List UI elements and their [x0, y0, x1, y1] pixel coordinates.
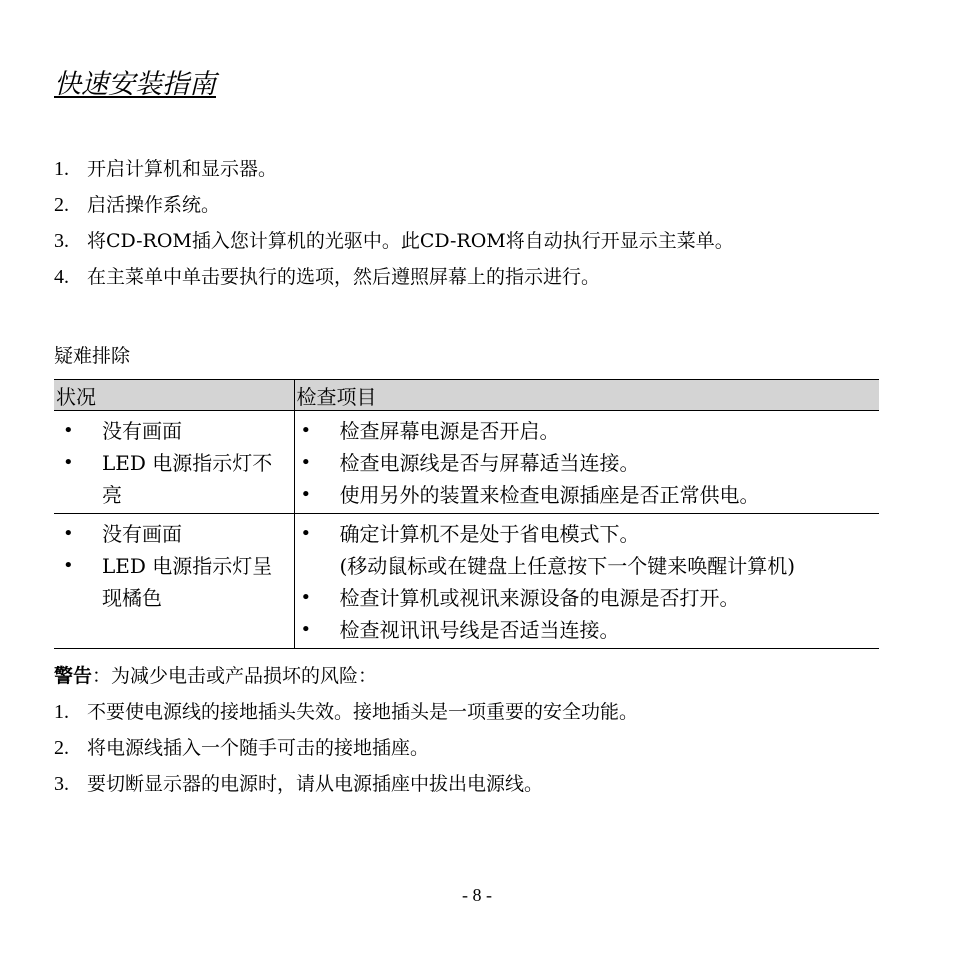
- warning-number: 3.: [54, 773, 69, 795]
- status-cell: [54, 514, 294, 649]
- check-item: • 确定计算机不是处于省电模式下。: [295, 518, 880, 550]
- status-item: • LED 电源指示灯不: [54, 447, 294, 479]
- warning-list: [54, 696, 914, 804]
- check-cell: [294, 514, 879, 649]
- list-item: [54, 225, 914, 261]
- status-item: • 没有画面: [54, 518, 294, 550]
- check-item: • 使用另外的装置来检查电源插座是否正常供电。: [295, 479, 880, 511]
- status-item-continuation: 亮: [102, 483, 122, 507]
- step-number: 1.: [54, 158, 69, 180]
- status-item-continuation: 现橘色: [102, 586, 162, 610]
- list-item: [54, 696, 914, 732]
- page-number: - 8 -: [462, 885, 492, 905]
- install-steps: [54, 153, 914, 297]
- step-text: 启活操作系统。: [87, 194, 221, 216]
- check-cell: [294, 411, 879, 514]
- step-number: 4.: [54, 266, 69, 288]
- warning-item-text: 将电源线插入一个随手可击的接地插座。: [87, 737, 430, 759]
- list-item: [54, 768, 914, 804]
- list-item: [54, 261, 914, 297]
- warning-item-text: 要切断显示器的电源时，请从电源插座中拔出电源线。: [87, 773, 544, 795]
- check-item: • 检查视讯讯号线是否适当连接。: [295, 614, 880, 646]
- step-text: 在主菜单中单击要执行的选项，然后遵照屏幕上的指示进行。: [87, 266, 601, 288]
- warning-label: 警告: [54, 665, 93, 687]
- list-item: [54, 153, 914, 189]
- step-text: 将CD-ROM插入您计算机的光驱中。此CD-ROM将自动执行开显示主菜单。: [87, 230, 734, 252]
- step-number: 2.: [54, 194, 69, 216]
- troubleshooting-table: [54, 379, 879, 649]
- step-number: 3.: [54, 230, 69, 252]
- table-row: [54, 514, 879, 649]
- check-item: • 检查电源线是否与屏幕适当连接。: [295, 447, 880, 479]
- table-header-row: [54, 380, 879, 411]
- warning-line: [54, 660, 377, 692]
- page-title: 快速安装指南: [54, 69, 216, 100]
- status-cell: [54, 411, 294, 514]
- list-item: [54, 732, 914, 768]
- check-item-note: (移动鼠标或在键盘上任意按下一个键来唤醒计算机): [339, 554, 796, 578]
- status-item: • LED 电源指示灯呈: [54, 550, 294, 582]
- warning-number: 1.: [54, 701, 69, 723]
- warning-number: 2.: [54, 737, 69, 759]
- warning-text: ：为减少电击或产品损坏的风险：: [92, 665, 378, 687]
- step-text: 开启计算机和显示器。: [87, 158, 278, 180]
- status-column-header: 状况: [54, 380, 294, 411]
- check-item: • 检查计算机或视讯来源设备的电源是否打开。: [295, 582, 880, 614]
- status-item: • 没有画面: [54, 415, 294, 447]
- check-item: • 检查屏幕电源是否开启。: [295, 415, 880, 447]
- warning-item-text: 不要使电源线的接地插头失效。接地插头是一项重要的安全功能。: [87, 701, 639, 723]
- table-row: [54, 411, 879, 514]
- list-item: [54, 189, 914, 225]
- troubleshooting-heading: 疑难排除: [54, 345, 131, 367]
- check-column-header: 检查项目: [294, 380, 879, 411]
